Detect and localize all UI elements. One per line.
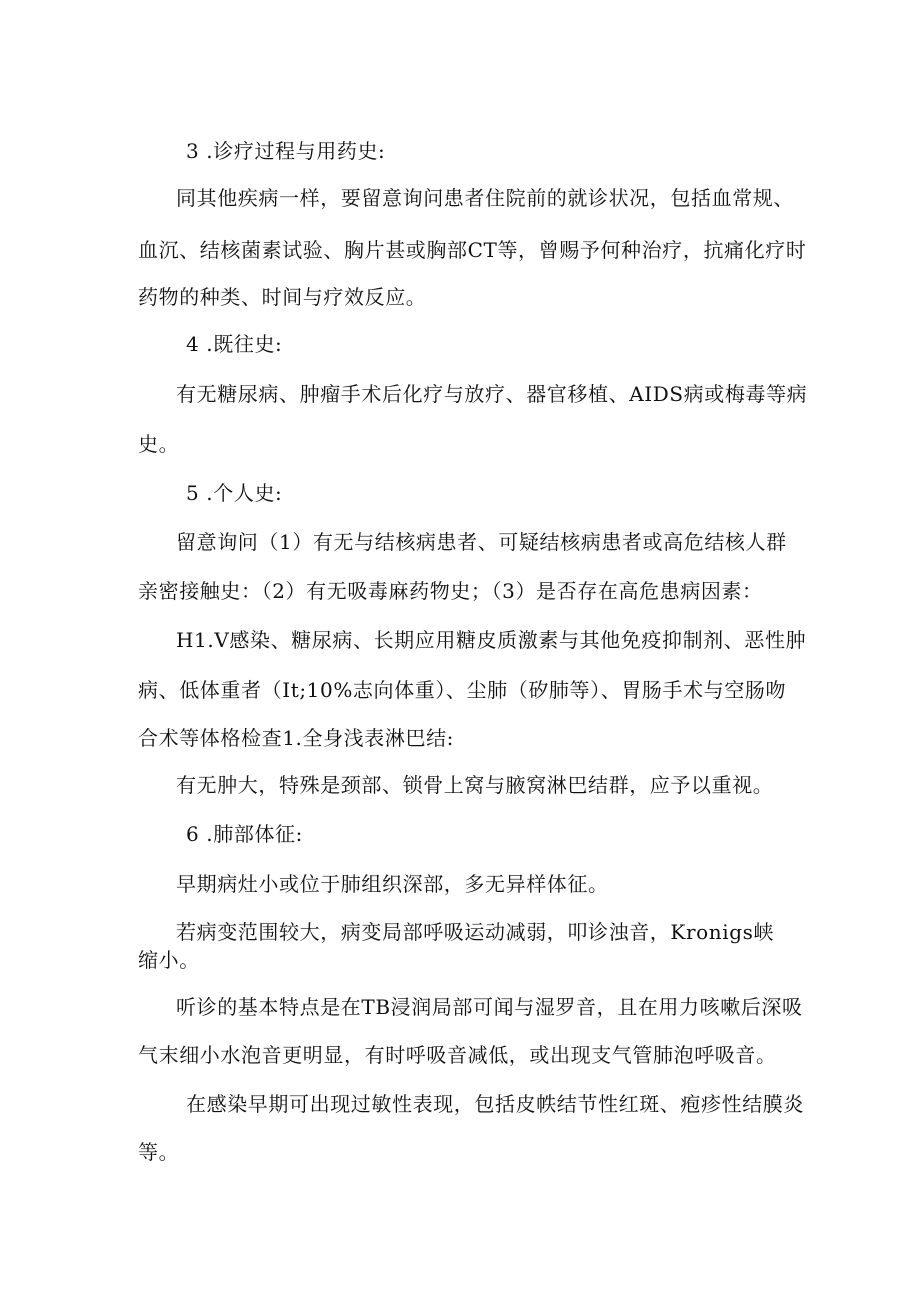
section-6-paragraph-4-line-2: 等。 <box>138 1140 180 1164</box>
section-4-paragraph-line-1: 有无糖尿病、肿瘤手术后化疗与放疗、器官移植、AIDS病或梅毒等病 <box>176 382 808 406</box>
section-3-paragraph-line-3: 药物的种类、时间与疗效反应。 <box>138 285 427 309</box>
section-6-paragraph-4-line-1: 在感染早期可出现过敏性表现，包括皮帙结节性红斑、疱疹性结膜炎 <box>186 1092 804 1116</box>
section-4-paragraph-line-2: 史。 <box>138 432 180 456</box>
section-3-paragraph-line-1: 同其他疾病一样，要留意询问患者住院前的就诊状况，包括血常规、 <box>176 186 794 210</box>
section-6-paragraph-2-line-2: 缩小。 <box>138 948 200 972</box>
section-5-paragraph-2-line-1: 有无肿大，特殊是颈部、锁骨上窝与腋窝淋巴结群，应予以重视。 <box>176 773 774 797</box>
section-5-paragraph-line-2: 亲密接触史：（2）有无吸毒麻药物史；（3）是否存在高危患病因素： <box>138 579 763 603</box>
section-5-paragraph-line-1: 留意询问（1）有无与结核病患者、可疑结核病患者或高危结核人群 <box>176 530 787 554</box>
section-6-paragraph-3-line-2: 气末细小水泡音更明显，有时呼吸音减低，或出现支气管肺泡呼吸音。 <box>138 1043 777 1067</box>
section-5-paragraph-line-5: 合术等体格检查1.全身浅表淋巴结: <box>138 726 455 750</box>
section-5-paragraph-line-3: H1.V感染、糖尿病、长期应用糖皮质激素与其他免疫抑制剂、恶性肿 <box>176 628 807 652</box>
section-4-heading: 4 .既往史: <box>186 332 283 356</box>
section-6-paragraph-3-line-1: 听诊的基本特点是在TB浸润局部可闻与湿罗音，且在用力咳嗽后深吸 <box>176 995 803 1019</box>
section-3-paragraph-line-2: 血沉、结核菌素试验、胸片甚或胸部CT等，曾赐予何种治疗，抗痛化疗时 <box>138 238 807 262</box>
section-6-heading: 6 .肺部体征: <box>186 822 303 846</box>
section-5-heading: 5 .个人史: <box>186 481 283 505</box>
section-6-paragraph-1-line-1: 早期病灶小或位于肺组织深部，多无异样体征。 <box>176 872 609 896</box>
section-6-paragraph-2-line-1: 若病变范围较大，病变局部呼吸运动减弱，叩诊浊音，Kronigs峡 <box>176 920 775 944</box>
section-3-heading: 3 .诊疗过程与用药史: <box>186 139 386 163</box>
section-5-paragraph-line-4: 病、低体重者（It;10%志向体重）、尘肺（矽肺等）、胃肠手术与空肠吻 <box>138 678 787 702</box>
